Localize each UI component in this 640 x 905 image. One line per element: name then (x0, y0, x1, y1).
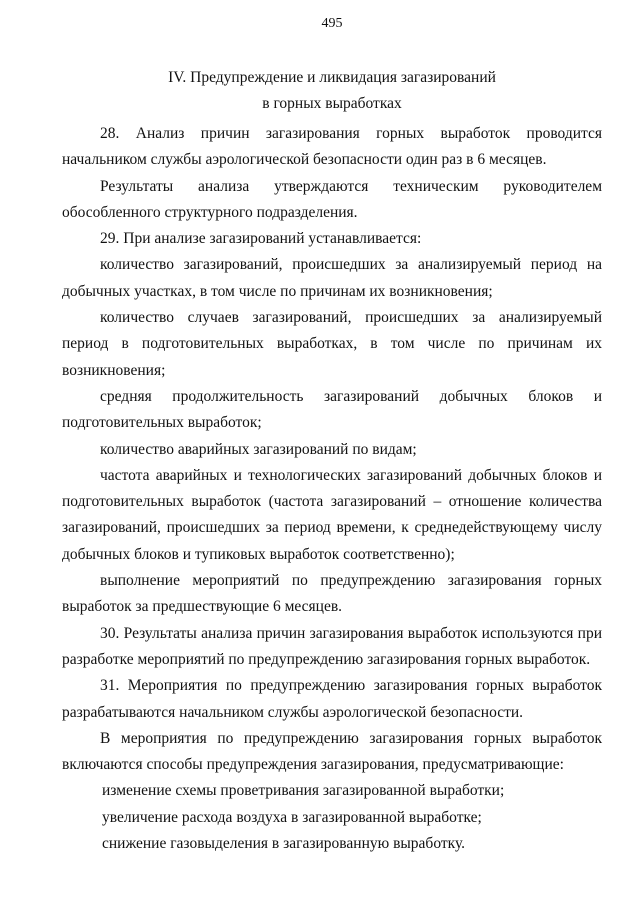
list-item: выполнение мероприятий по предупреждению загазирования горных выработок за предшествующие 6 месяцев. (62, 572, 602, 616)
document-page (62, 0, 602, 905)
paragraph-31-measures: В мероприятия по предупреждению загазирования горных выработок включаются способы предупреждения загазирования, предусматривающие: (62, 729, 602, 774)
paragraph-29: 29. При анализе загазирований устанавливается: (100, 230, 422, 248)
paragraph-28: 28. Анализ причин загазирования горных выработок проводится начальником службы аэрологической безопасности один раз в 6 месяцев. (62, 125, 602, 169)
measure-item: изменение схемы проветривания загазированной выработки; (102, 782, 505, 800)
list-item: частота аварийных и технологических загазирований добычных блоков и подготовительных выработок (частота загазирований – отношение количества загазирований, происшедших за период времени, к среднедействующему числу добычных блоков и тупиковых выработок соответственно); (62, 466, 602, 563)
list-item: количество аварийных загазирований по видам; (100, 440, 417, 458)
list-item: количество случаев загазирований, происшедших за анализируемый период в подготовительных выработках, в том числе по причинам их возникновения; (62, 309, 602, 379)
measure-item: увеличение расхода воздуха в загазированной выработке; (102, 808, 482, 826)
measure-item: снижение газовыделения в загазированную выработку. (102, 835, 466, 853)
page-number: 495 (321, 16, 343, 31)
list-item: количество загазирований, происшедших за анализируемый период на добычных участках, в том числе по причинам их возникновения; (62, 256, 602, 300)
document-body (62, 121, 602, 857)
paragraph-28-results: Результаты анализа утверждаются техническим руководителем обособленного структурного подразделения. (62, 177, 602, 221)
paragraph-30: 30. Результаты анализа причин загазирования выработок используются при разработке мероприятий по предупреждению загазирования горных выработок. (62, 624, 602, 668)
paragraph-31: 31. Мероприятия по предупреждению загазирования горных выработок разрабатываются начальником службы аэрологической безопасности. (62, 677, 602, 721)
section-subtitle: в горных выработках (262, 95, 402, 112)
list-item: средняя продолжительность загазирований добычных блоков и подготовительных выработок; (62, 387, 602, 432)
section-title: IV. Предупреждение и ликвидация загазирований (168, 69, 496, 86)
